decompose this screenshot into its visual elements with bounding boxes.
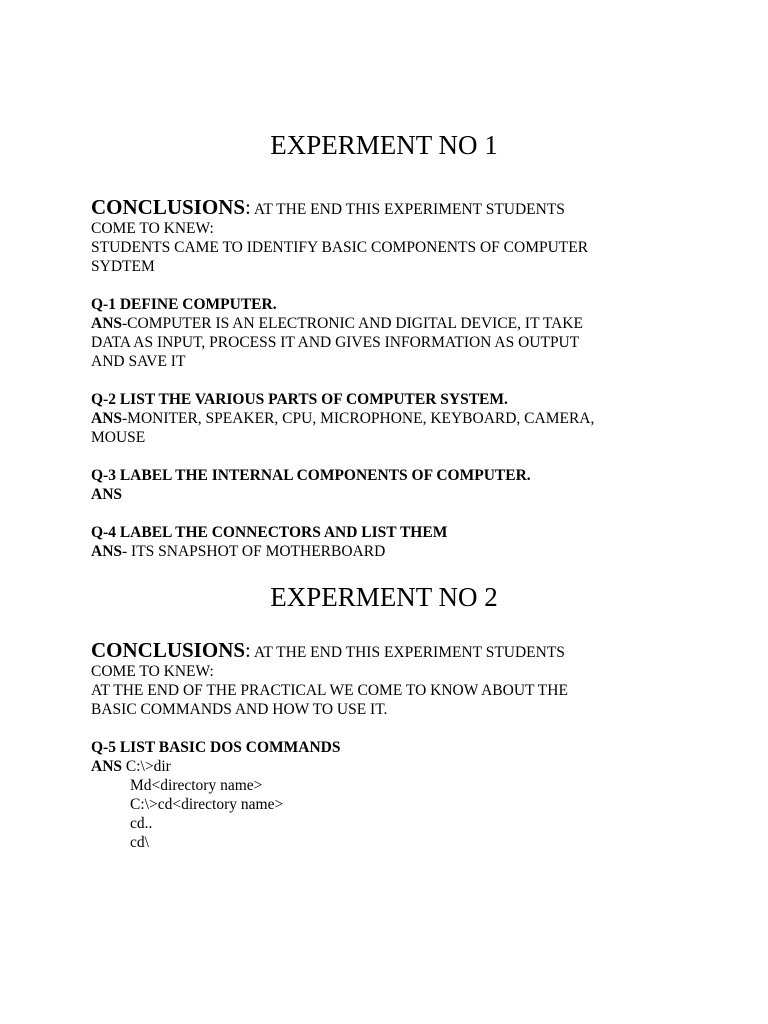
experiment-1-conclusions-line-3: STUDENTS CAME TO IDENTIFY BASIC COMPONENTS OF COMPUTER [91, 239, 589, 256]
experiment-2-title: EXPERMENT NO 2 [270, 582, 498, 612]
conclusions-text: AT THE END THIS EXPERIMENT STUDENTS [250, 201, 565, 218]
question-2: Q-2 LIST THE VARIOUS PARTS OF COMPUTER SYSTEM. [91, 391, 508, 408]
ans-label: ANS [91, 543, 123, 560]
answer-text: - ITS SNAPSHOT OF MOTHERBOARD [122, 543, 386, 560]
ans-label: ANS [91, 315, 123, 332]
experiment-2-conclusions-line-4: BASIC COMMANDS AND HOW TO USE IT. [91, 701, 388, 718]
answer-1-line-3: AND SAVE IT [91, 353, 186, 370]
dos-command: cd\ [130, 834, 149, 851]
conclusions-heading: CONCLUSIONS [91, 195, 246, 219]
experiment-2-conclusions-line-2: COME TO KNEW: [91, 663, 214, 680]
conclusions-text: AT THE END THIS EXPERIMENT STUDENTS [250, 644, 565, 661]
question-4: Q-4 LABEL THE CONNECTORS AND LIST THEM [91, 524, 448, 541]
experiment-1-conclusions-line-1 [91, 195, 565, 219]
answer-3-label: ANS [91, 486, 123, 503]
question-3: Q-3 LABEL THE INTERNAL COMPONENTS OF COMPUTER. [91, 467, 531, 484]
ans-label: ANS [91, 758, 123, 775]
ans-label: ANS [91, 410, 123, 427]
experiment-1-conclusions-line-4: SYDTEM [91, 258, 155, 275]
answer-1-line-2: DATA AS INPUT, PROCESS IT AND GIVES INFORMATION AS OUTPUT [91, 334, 580, 351]
conclusions-colon: : [245, 195, 251, 219]
experiment-1-conclusions-line-2: COME TO KNEW: [91, 220, 214, 237]
dos-command: cd.. [130, 815, 153, 832]
conclusions-colon: : [245, 638, 251, 662]
answer-text: -MONITER, SPEAKER, CPU, MICROPHONE, KEYBOARD, CAMERA, [122, 410, 595, 427]
conclusions-heading: CONCLUSIONS [91, 638, 246, 662]
dos-command: C:\>cd<directory name> [130, 796, 284, 813]
question-5: Q-5 LIST BASIC DOS COMMANDS [91, 739, 341, 756]
dos-command: C:\>dir [125, 758, 171, 775]
answer-text: -COMPUTER IS AN ELECTRONIC AND DIGITAL DEVICE, IT TAKE [122, 315, 583, 332]
experiment-2-conclusions-line-1 [91, 638, 565, 662]
answer-1-line-1 [91, 314, 583, 333]
experiment-1-title: EXPERMENT NO 1 [270, 130, 498, 160]
answer-4-line-1 [91, 542, 385, 561]
answer-2-line-1 [91, 409, 594, 428]
dos-command: Md<directory name> [130, 777, 263, 794]
answer-5-line-1 [91, 757, 171, 776]
question-1: Q-1 DEFINE COMPUTER. [91, 296, 277, 313]
experiment-2-conclusions-line-3: AT THE END OF THE PRACTICAL WE COME TO KNOW ABOUT THE [91, 682, 568, 699]
answer-2-line-2: MOUSE [91, 429, 146, 446]
